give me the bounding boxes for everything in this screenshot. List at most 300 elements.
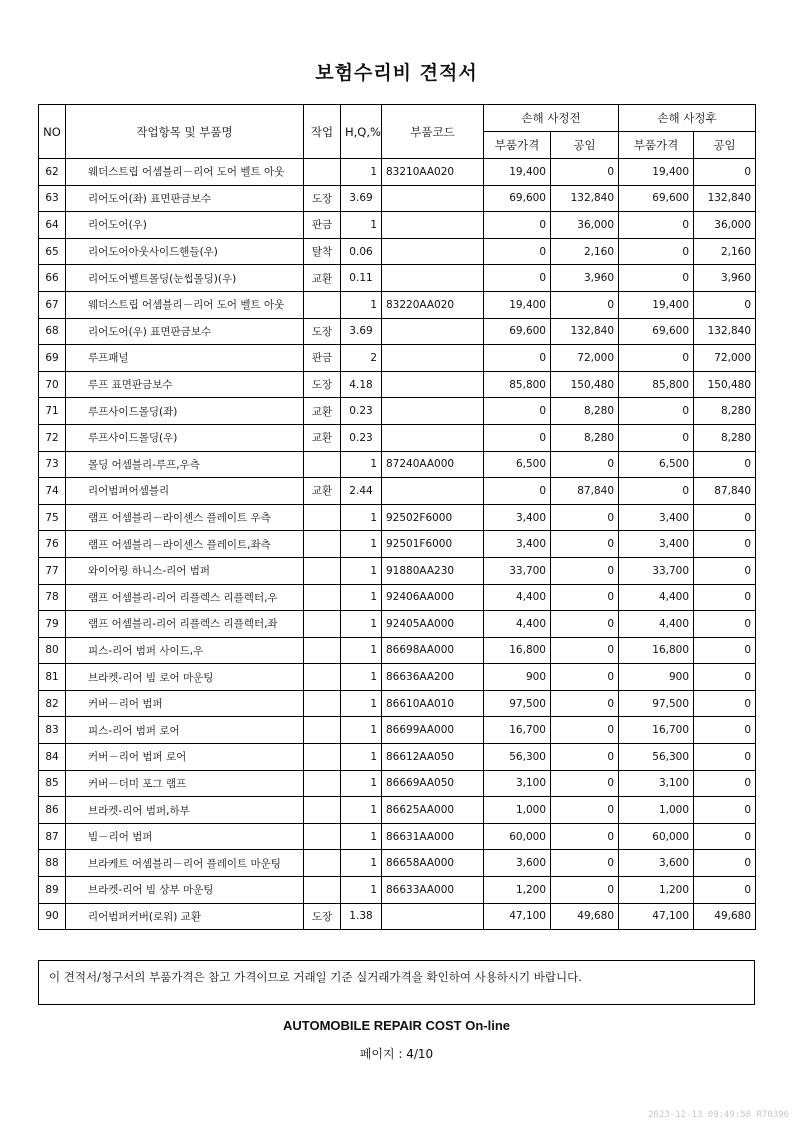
row-after-part-price: 6,500 (619, 451, 694, 478)
table-row (39, 371, 756, 398)
row-before-part-price: 3,400 (484, 531, 551, 558)
header-work: 작업 (304, 105, 341, 159)
row-hq: 1 (341, 744, 382, 771)
row-part-code (382, 212, 484, 239)
row-before-labor: 8,280 (551, 398, 619, 425)
row-work-type: 교환 (304, 424, 341, 451)
row-hq: 1 (341, 291, 382, 318)
row-part-code: 86669AA050 (382, 770, 484, 797)
row-before-labor: 0 (551, 291, 619, 318)
row-item-name: 리어범퍼커버(로워) 교환 (66, 903, 304, 930)
row-after-part-price: 0 (619, 424, 694, 451)
row-part-code: 86625AA000 (382, 797, 484, 824)
row-before-part-price: 47,100 (484, 903, 551, 930)
row-before-part-price: 85,800 (484, 371, 551, 398)
row-before-labor: 0 (551, 770, 619, 797)
row-hq: 1 (341, 770, 382, 797)
row-after-part-price: 85,800 (619, 371, 694, 398)
row-part-code (382, 265, 484, 292)
table-row (39, 238, 756, 265)
row-work-type (304, 504, 341, 531)
row-item-name: 리어도어벨트몰딩(눈썹몰딩)(우) (66, 265, 304, 292)
row-hq: 0.23 (341, 398, 382, 425)
row-no: 67 (39, 291, 66, 318)
row-no: 68 (39, 318, 66, 345)
row-part-code: 86612AA050 (382, 744, 484, 771)
row-before-part-price: 69,600 (484, 318, 551, 345)
row-no: 74 (39, 478, 66, 505)
row-hq: 1 (341, 159, 382, 186)
table-row (39, 478, 756, 505)
row-hq: 1 (341, 823, 382, 850)
row-after-labor: 0 (694, 584, 756, 611)
row-part-code (382, 371, 484, 398)
row-after-labor: 87,840 (694, 478, 756, 505)
row-after-part-price: 1,000 (619, 797, 694, 824)
row-part-code: 91880AA230 (382, 557, 484, 584)
brand-footer: AUTOMOBILE REPAIR COST On-line (282, 1018, 511, 1033)
row-hq: 1 (341, 504, 382, 531)
row-after-part-price: 900 (619, 664, 694, 691)
row-hq: 2.44 (341, 478, 382, 505)
row-item-name: 램프 어셈블리-리어 리플렉스 리플렉터,좌 (66, 611, 304, 638)
row-after-labor: 0 (694, 637, 756, 664)
row-after-labor: 132,840 (694, 318, 756, 345)
row-part-code: 87240AA000 (382, 451, 484, 478)
row-after-labor: 49,680 (694, 903, 756, 930)
row-work-type (304, 451, 341, 478)
row-item-name: 피스-리어 범퍼 로어 (66, 717, 304, 744)
row-before-labor: 0 (551, 797, 619, 824)
row-before-part-price: 6,500 (484, 451, 551, 478)
row-no: 78 (39, 584, 66, 611)
row-hq: 1 (341, 531, 382, 558)
row-before-part-price: 56,300 (484, 744, 551, 771)
row-part-code: 86658AA000 (382, 850, 484, 877)
row-hq: 1 (341, 637, 382, 664)
row-before-labor: 2,160 (551, 238, 619, 265)
row-before-labor: 132,840 (551, 185, 619, 212)
row-hq: 1 (341, 797, 382, 824)
table-row (39, 504, 756, 531)
table-row (39, 159, 756, 186)
row-before-labor: 0 (551, 664, 619, 691)
row-item-name: 웨더스트립 어셈블리－리어 도어 벨트 아웃 (66, 159, 304, 186)
table-row (39, 717, 756, 744)
row-after-labor: 0 (694, 850, 756, 877)
row-after-labor: 150,480 (694, 371, 756, 398)
row-work-type (304, 877, 341, 904)
row-item-name: 피스-리어 범퍼 사이드,우 (66, 637, 304, 664)
row-part-code: 86631AA000 (382, 823, 484, 850)
row-part-code: 86610AA010 (382, 690, 484, 717)
table-row (39, 265, 756, 292)
row-after-labor: 0 (694, 877, 756, 904)
row-after-part-price: 0 (619, 345, 694, 372)
row-before-labor: 72,000 (551, 345, 619, 372)
header-code: 부품코드 (382, 105, 484, 159)
row-after-part-price: 97,500 (619, 690, 694, 717)
row-after-part-price: 47,100 (619, 903, 694, 930)
row-hq: 0.11 (341, 265, 382, 292)
row-after-labor: 0 (694, 770, 756, 797)
row-item-name: 브라켓-리어 빔 상부 마운팅 (66, 877, 304, 904)
row-after-labor: 3,960 (694, 265, 756, 292)
row-before-part-price: 3,400 (484, 504, 551, 531)
table-row (39, 185, 756, 212)
table-row (39, 584, 756, 611)
table-row (39, 664, 756, 691)
row-before-labor: 0 (551, 611, 619, 638)
row-hq: 0.06 (341, 238, 382, 265)
row-work-type (304, 823, 341, 850)
table-row (39, 850, 756, 877)
row-after-part-price: 1,200 (619, 877, 694, 904)
row-item-name: 루프사이드몰딩(좌) (66, 398, 304, 425)
row-before-part-price: 1,000 (484, 797, 551, 824)
row-no: 66 (39, 265, 66, 292)
row-before-labor: 0 (551, 159, 619, 186)
row-work-type (304, 611, 341, 638)
row-before-labor: 0 (551, 451, 619, 478)
row-after-part-price: 19,400 (619, 159, 694, 186)
row-part-code: 92405AA000 (382, 611, 484, 638)
row-part-code (382, 398, 484, 425)
row-part-code: 92501F6000 (382, 531, 484, 558)
row-hq: 4.18 (341, 371, 382, 398)
row-work-type: 교환 (304, 478, 341, 505)
table-row (39, 451, 756, 478)
row-after-labor: 0 (694, 291, 756, 318)
row-after-part-price: 3,100 (619, 770, 694, 797)
row-before-part-price: 0 (484, 265, 551, 292)
row-no: 86 (39, 797, 66, 824)
row-item-name: 커버－리어 범퍼 (66, 690, 304, 717)
header-after-labor: 공임 (694, 132, 756, 159)
header-before-part-price: 부품가격 (484, 132, 551, 159)
table-row (39, 744, 756, 771)
row-work-type: 도장 (304, 185, 341, 212)
row-before-labor: 0 (551, 717, 619, 744)
row-after-part-price: 0 (619, 478, 694, 505)
row-before-labor: 0 (551, 504, 619, 531)
row-before-labor: 0 (551, 690, 619, 717)
row-work-type: 판금 (304, 212, 341, 239)
row-before-part-price: 19,400 (484, 291, 551, 318)
row-work-type (304, 744, 341, 771)
row-item-name: 몰딩 어셈블리-루프,우측 (66, 451, 304, 478)
row-after-labor: 0 (694, 690, 756, 717)
row-no: 77 (39, 557, 66, 584)
row-item-name: 웨더스트립 어셈블리－리어 도어 벨트 아웃 (66, 291, 304, 318)
row-work-type: 판금 (304, 345, 341, 372)
row-work-type (304, 637, 341, 664)
row-after-part-price: 3,400 (619, 531, 694, 558)
row-after-part-price: 0 (619, 238, 694, 265)
row-before-part-price: 1,200 (484, 877, 551, 904)
row-before-part-price: 19,400 (484, 159, 551, 186)
row-after-labor: 0 (694, 557, 756, 584)
row-no: 82 (39, 690, 66, 717)
row-work-type (304, 717, 341, 744)
table-row (39, 637, 756, 664)
row-after-labor: 132,840 (694, 185, 756, 212)
row-part-code (382, 478, 484, 505)
row-before-part-price: 4,400 (484, 584, 551, 611)
row-hq: 1 (341, 557, 382, 584)
row-no: 62 (39, 159, 66, 186)
row-after-labor: 36,000 (694, 212, 756, 239)
row-item-name: 램프 어셈블리－라이센스 플레이트,좌측 (66, 531, 304, 558)
header-after-part-price: 부품가격 (619, 132, 694, 159)
row-after-part-price: 4,400 (619, 584, 694, 611)
row-before-labor: 8,280 (551, 424, 619, 451)
row-no: 89 (39, 877, 66, 904)
row-part-code (382, 903, 484, 930)
row-work-type (304, 797, 341, 824)
row-after-labor: 0 (694, 717, 756, 744)
row-part-code (382, 238, 484, 265)
row-after-part-price: 0 (619, 265, 694, 292)
table-row (39, 291, 756, 318)
row-hq: 1 (341, 212, 382, 239)
row-after-part-price: 69,600 (619, 318, 694, 345)
row-work-type (304, 159, 341, 186)
estimate-table (38, 104, 756, 930)
row-work-type: 교환 (304, 265, 341, 292)
row-no: 85 (39, 770, 66, 797)
row-after-part-price: 3,600 (619, 850, 694, 877)
row-after-part-price: 33,700 (619, 557, 694, 584)
row-after-labor: 0 (694, 823, 756, 850)
row-part-code: 92406AA000 (382, 584, 484, 611)
table-row (39, 877, 756, 904)
row-item-name: 램프 어셈블리－라이센스 플레이트 우측 (66, 504, 304, 531)
row-hq: 3.69 (341, 318, 382, 345)
row-hq: 1 (341, 717, 382, 744)
row-no: 63 (39, 185, 66, 212)
row-item-name: 빔－리어 범퍼 (66, 823, 304, 850)
row-after-part-price: 0 (619, 398, 694, 425)
row-item-name: 리어도어아웃사이드핸들(우) (66, 238, 304, 265)
table-row (39, 903, 756, 930)
row-before-part-price: 0 (484, 212, 551, 239)
page-title: 보험수리비 견적서 (315, 62, 478, 84)
row-before-labor: 0 (551, 877, 619, 904)
row-item-name: 리어도어(우) 표면판금보수 (66, 318, 304, 345)
row-after-part-price: 19,400 (619, 291, 694, 318)
row-hq: 0.23 (341, 424, 382, 451)
price-notice: 이 견적서/청구서의 부품가격은 참고 가격이므로 거래일 기준 실거래가격을 확인하여 사용하시기 바랍니다. (38, 960, 755, 1005)
row-no: 65 (39, 238, 66, 265)
row-before-labor: 36,000 (551, 212, 619, 239)
row-before-part-price: 0 (484, 424, 551, 451)
row-no: 76 (39, 531, 66, 558)
row-no: 81 (39, 664, 66, 691)
row-no: 70 (39, 371, 66, 398)
row-before-part-price: 0 (484, 345, 551, 372)
row-work-type (304, 531, 341, 558)
estimate-rows (39, 159, 756, 930)
row-work-type (304, 664, 341, 691)
row-before-part-price: 60,000 (484, 823, 551, 850)
header-before: 손해 사정전 (484, 105, 619, 132)
row-before-labor: 3,960 (551, 265, 619, 292)
row-after-labor: 0 (694, 664, 756, 691)
row-before-part-price: 16,800 (484, 637, 551, 664)
row-no: 90 (39, 903, 66, 930)
row-before-part-price: 0 (484, 398, 551, 425)
row-item-name: 커버－더미 포그 램프 (66, 770, 304, 797)
row-item-name: 브라켓-리어 빔 로어 마운팅 (66, 664, 304, 691)
row-no: 88 (39, 850, 66, 877)
row-after-labor: 0 (694, 451, 756, 478)
row-item-name: 루프패널 (66, 345, 304, 372)
row-after-labor: 72,000 (694, 345, 756, 372)
row-hq: 1 (341, 690, 382, 717)
print-timestamp: 2023-12-13 09:49:58 R70396 (648, 1110, 789, 1120)
row-part-code: 83210AA020 (382, 159, 484, 186)
row-after-labor: 0 (694, 797, 756, 824)
row-item-name: 와이어링 하니스-리어 범퍼 (66, 557, 304, 584)
row-part-code: 83220AA020 (382, 291, 484, 318)
row-part-code (382, 424, 484, 451)
row-part-code: 86633AA000 (382, 877, 484, 904)
row-part-code: 86699AA000 (382, 717, 484, 744)
row-work-type (304, 291, 341, 318)
row-before-labor: 0 (551, 637, 619, 664)
row-before-labor: 0 (551, 744, 619, 771)
row-no: 72 (39, 424, 66, 451)
row-before-part-price: 3,100 (484, 770, 551, 797)
row-before-part-price: 0 (484, 238, 551, 265)
header-after: 손해 사정후 (619, 105, 756, 132)
row-after-part-price: 60,000 (619, 823, 694, 850)
row-before-part-price: 16,700 (484, 717, 551, 744)
table-row (39, 557, 756, 584)
row-before-labor: 87,840 (551, 478, 619, 505)
row-no: 80 (39, 637, 66, 664)
header-hq: H,Q,% (341, 105, 382, 159)
row-after-labor: 0 (694, 159, 756, 186)
row-hq: 3.69 (341, 185, 382, 212)
row-before-labor: 0 (551, 557, 619, 584)
row-after-labor: 0 (694, 744, 756, 771)
row-work-type: 도장 (304, 371, 341, 398)
row-hq: 2 (341, 345, 382, 372)
row-no: 79 (39, 611, 66, 638)
row-hq: 1 (341, 611, 382, 638)
row-hq: 1 (341, 850, 382, 877)
row-before-part-price: 33,700 (484, 557, 551, 584)
row-before-part-price: 4,400 (484, 611, 551, 638)
row-part-code (382, 345, 484, 372)
row-after-part-price: 69,600 (619, 185, 694, 212)
table-row (39, 690, 756, 717)
row-work-type: 도장 (304, 318, 341, 345)
table-row (39, 770, 756, 797)
row-after-part-price: 16,800 (619, 637, 694, 664)
row-after-labor: 2,160 (694, 238, 756, 265)
row-work-type (304, 557, 341, 584)
row-item-name: 리어도어(우) (66, 212, 304, 239)
row-after-labor: 0 (694, 531, 756, 558)
row-before-labor: 0 (551, 823, 619, 850)
row-after-part-price: 0 (619, 212, 694, 239)
row-work-type (304, 770, 341, 797)
header-no: NO (39, 105, 66, 159)
row-after-part-price: 56,300 (619, 744, 694, 771)
row-after-labor: 0 (694, 611, 756, 638)
row-no: 83 (39, 717, 66, 744)
row-item-name: 루프 표면판금보수 (66, 371, 304, 398)
row-after-part-price: 16,700 (619, 717, 694, 744)
row-after-part-price: 3,400 (619, 504, 694, 531)
row-item-name: 브라케트 어셈블리－리어 플레이트 마운팅 (66, 850, 304, 877)
row-item-name: 리어도어(좌) 표면판금보수 (66, 185, 304, 212)
row-no: 64 (39, 212, 66, 239)
table-row (39, 611, 756, 638)
row-before-labor: 132,840 (551, 318, 619, 345)
row-before-labor: 49,680 (551, 903, 619, 930)
row-no: 87 (39, 823, 66, 850)
row-item-name: 커버－리어 범퍼 로어 (66, 744, 304, 771)
table-row (39, 318, 756, 345)
row-part-code: 86698AA000 (382, 637, 484, 664)
row-after-labor: 0 (694, 504, 756, 531)
row-hq: 1.38 (341, 903, 382, 930)
row-part-code (382, 318, 484, 345)
row-part-code: 86636AA200 (382, 664, 484, 691)
row-part-code: 92502F6000 (382, 504, 484, 531)
row-item-name: 브라켓-리어 범퍼,하부 (66, 797, 304, 824)
row-hq: 1 (341, 584, 382, 611)
row-before-labor: 0 (551, 584, 619, 611)
row-work-type (304, 584, 341, 611)
row-item-name: 리어범퍼어셈블리 (66, 478, 304, 505)
table-row (39, 212, 756, 239)
header-before-labor: 공임 (551, 132, 619, 159)
row-hq: 1 (341, 877, 382, 904)
row-work-type (304, 850, 341, 877)
row-work-type: 교환 (304, 398, 341, 425)
table-row (39, 797, 756, 824)
row-work-type (304, 690, 341, 717)
page-number: 페이지 : 4/10 (359, 1047, 434, 1061)
row-after-part-price: 4,400 (619, 611, 694, 638)
row-after-labor: 8,280 (694, 398, 756, 425)
row-part-code (382, 185, 484, 212)
row-no: 84 (39, 744, 66, 771)
row-no: 71 (39, 398, 66, 425)
table-row (39, 424, 756, 451)
row-item-name: 램프 어셈블리-리어 리플렉스 리플렉터,우 (66, 584, 304, 611)
row-before-part-price: 97,500 (484, 690, 551, 717)
row-before-labor: 0 (551, 531, 619, 558)
row-before-part-price: 69,600 (484, 185, 551, 212)
row-hq: 1 (341, 664, 382, 691)
row-no: 75 (39, 504, 66, 531)
row-no: 69 (39, 345, 66, 372)
row-no: 73 (39, 451, 66, 478)
row-before-part-price: 900 (484, 664, 551, 691)
row-before-labor: 150,480 (551, 371, 619, 398)
table-row (39, 345, 756, 372)
row-before-part-price: 3,600 (484, 850, 551, 877)
header-item: 작업항목 및 부품명 (66, 105, 304, 159)
table-row (39, 823, 756, 850)
table-row (39, 398, 756, 425)
